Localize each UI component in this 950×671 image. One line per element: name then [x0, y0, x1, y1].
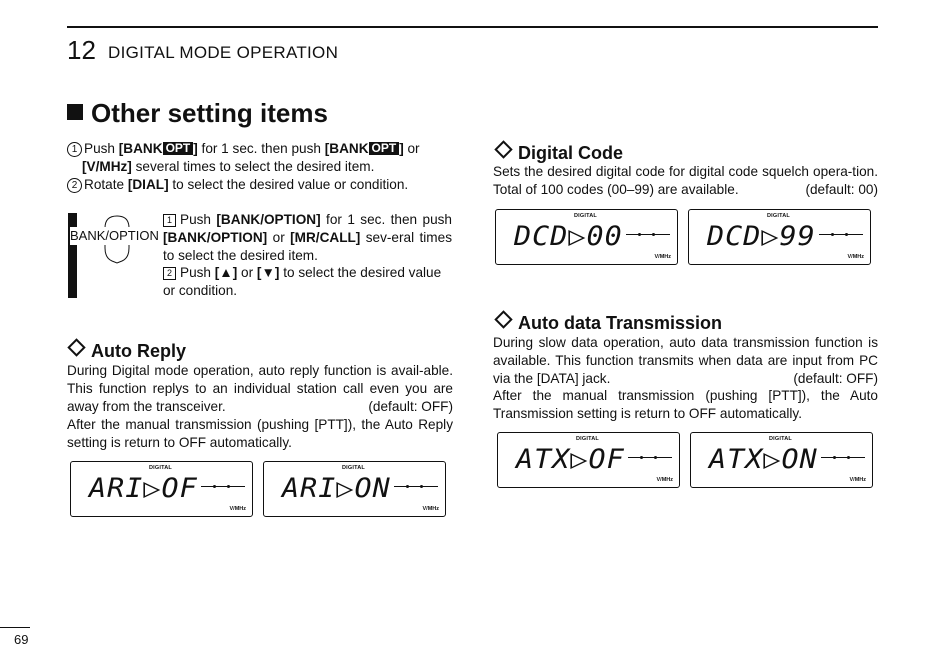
chapter-number: 12: [67, 35, 96, 65]
auto-reply-body: During Digital mode operation, auto reply function is avail-able. This function replys to an individual station call even you are away from the transceiver. (default: OFF): [67, 363, 453, 414]
auto-reply-body-2: After the manual transmission (pushing [PTT]), the Auto Reply setting is return to OFF automatically.: [67, 417, 453, 450]
diamond-icon: [494, 310, 512, 328]
lcd-auto-data-off: DIGITAL ATX▷OF V/MHz: [497, 432, 680, 488]
lcd-digital-code-99: DIGITAL DCD▷99 V/MHz: [688, 209, 871, 265]
remote-step-2: 2 Push [▲] or [▼] to select the desired value or condition.: [163, 265, 442, 298]
digital-code-heading: Digital Code: [494, 143, 623, 164]
diamond-icon: [494, 140, 512, 158]
lcd-auto-reply-on: DIGITAL ARI▷ON V/MHz: [263, 461, 446, 517]
intro-step-1: 1 Push [BANK OPT ] for 1 sec. then push [BANK OPT ] or [V/MHz] several times to select the desired item.: [67, 140, 453, 176]
auto-reply-heading: Auto Reply: [67, 341, 186, 362]
section-title: Other setting items: [67, 98, 328, 129]
lcd-auto-reply-off: DIGITAL ARI▷OF V/MHz: [70, 461, 253, 517]
chapter-title: DIGITAL MODE OPERATION: [108, 43, 339, 62]
square-bullet-icon: [67, 104, 83, 120]
bank-option-label: BANK/OPTION: [70, 228, 159, 243]
diamond-icon: [67, 338, 85, 356]
auto-data-heading: Auto data Transmission: [494, 313, 722, 334]
lcd-auto-data-on: DIGITAL ATX▷ON V/MHz: [690, 432, 873, 488]
footer-rule: [0, 627, 30, 628]
remote-step-1: 1 Push [BANK/OPTION] for 1 sec. then push [BANK/OPTION] or [MR/CALL] sev-eral times to select the desired item.: [163, 212, 452, 263]
page-number: 69: [14, 632, 29, 647]
auto-data-body-2: After the manual transmission (pushing [PTT]), the Auto Transmission setting is return to OFF automatically.: [493, 388, 878, 421]
lcd-digital-code-00: DIGITAL DCD▷00 V/MHz: [495, 209, 678, 265]
digital-code-body: Sets the desired digital code for digital code squelch opera-tion. Total of 100 codes (00–99) are available. (default: 00): [493, 164, 878, 197]
intro-step-2: 2 Rotate [DIAL] to select the desired value or condition.: [67, 176, 453, 194]
remote-button-icon: [67, 213, 157, 298]
auto-data-body: During slow data operation, auto data transmission function is available. This function transmits when data are input from PC via the [DATA] jack. (default: OFF): [493, 335, 878, 386]
header-rule: [67, 26, 878, 28]
